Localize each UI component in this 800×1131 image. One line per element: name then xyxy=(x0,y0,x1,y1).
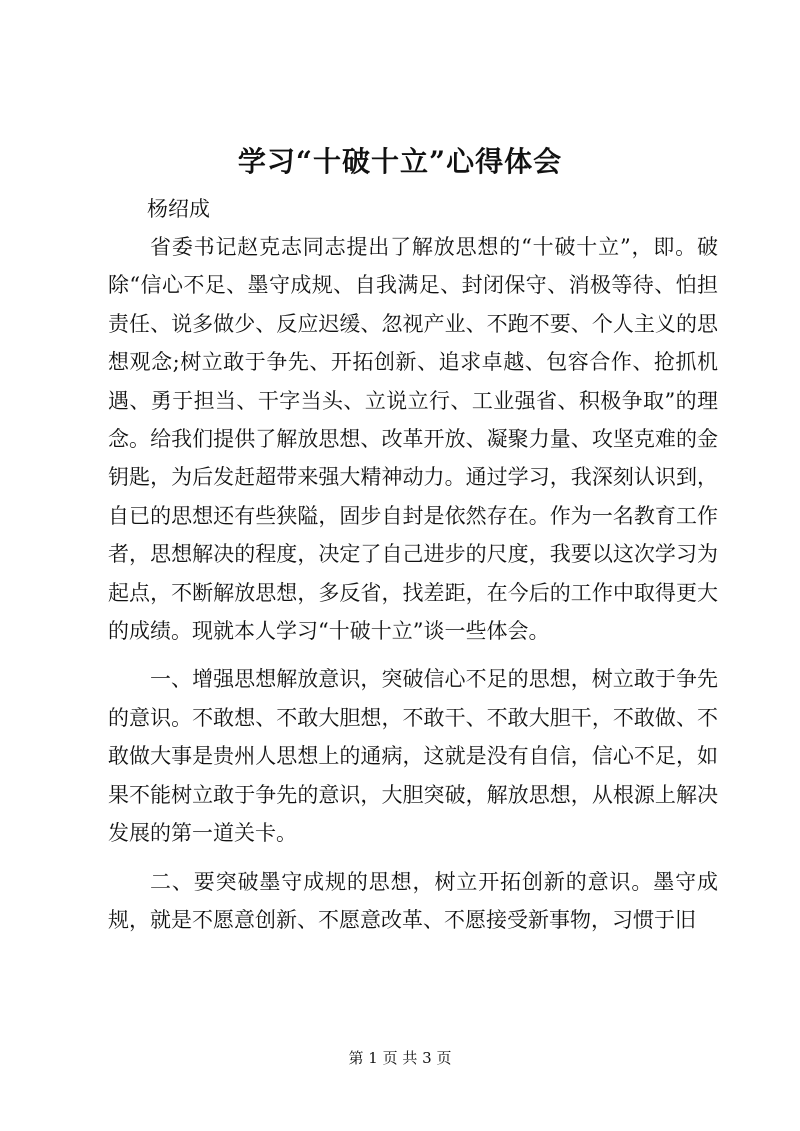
paragraph-point-1: 一、增强思想解放意识，突破信心不足的思想，树立敢于争先的意识。不敢想、不敢大胆想，不敢干、不敢大胆干，不敢做、不敢做大事是贵州人思想上的通病，这就是没有自信，信心不足，如果不能树立敢于争先的意识，大胆突破，解放思想，从根源上解决发展的第一道关卡。 xyxy=(108,667,718,846)
author-name: 杨绍成 xyxy=(147,197,210,221)
paragraph-intro: 省委书记赵克志同志提出了解放思想的“十破十立”，即。破除“信心不足、墨守成规、自我满足、封闭保守、消极等待、怕担责任、说多做少、反应迟缓、忽视产业、不跑不要、个人主义的思想观念;树立敢于争先、开拓创新、追求卓越、包容合作、抢抓机遇、勇于担当、干字当头、立说立行、工业强省、积极争取”的理念。给我们提供了解放思想、改革开放、凝聚力量、攻坚克难的金钥匙，为后发赶超带来强大精神动力。通过学习，我深刻认识到，自已的思想还有些狭隘，固步自封是依然存在。作为一名教育工作者，思想解决的程度，决定了自己进步的尺度，我要以这次学习为起点，不断解放思想，多反省，找差距，在今后的工作中取得更大的成绩。现就本人学习“十破十立”谈一些体会。 xyxy=(108,235,718,644)
paragraph-point-2: 二、要突破墨守成规的思想，树立开拓创新的意识。墨守成规，就是不愿意创新、不愿意改革、不愿接受新事物，习惯于旧 xyxy=(108,869,718,932)
page-number-footer: 第 1 页 共 3 页 xyxy=(348,1049,452,1067)
document-body xyxy=(108,228,718,939)
document-title: 学习“十破十立”心得体会 xyxy=(237,145,563,178)
